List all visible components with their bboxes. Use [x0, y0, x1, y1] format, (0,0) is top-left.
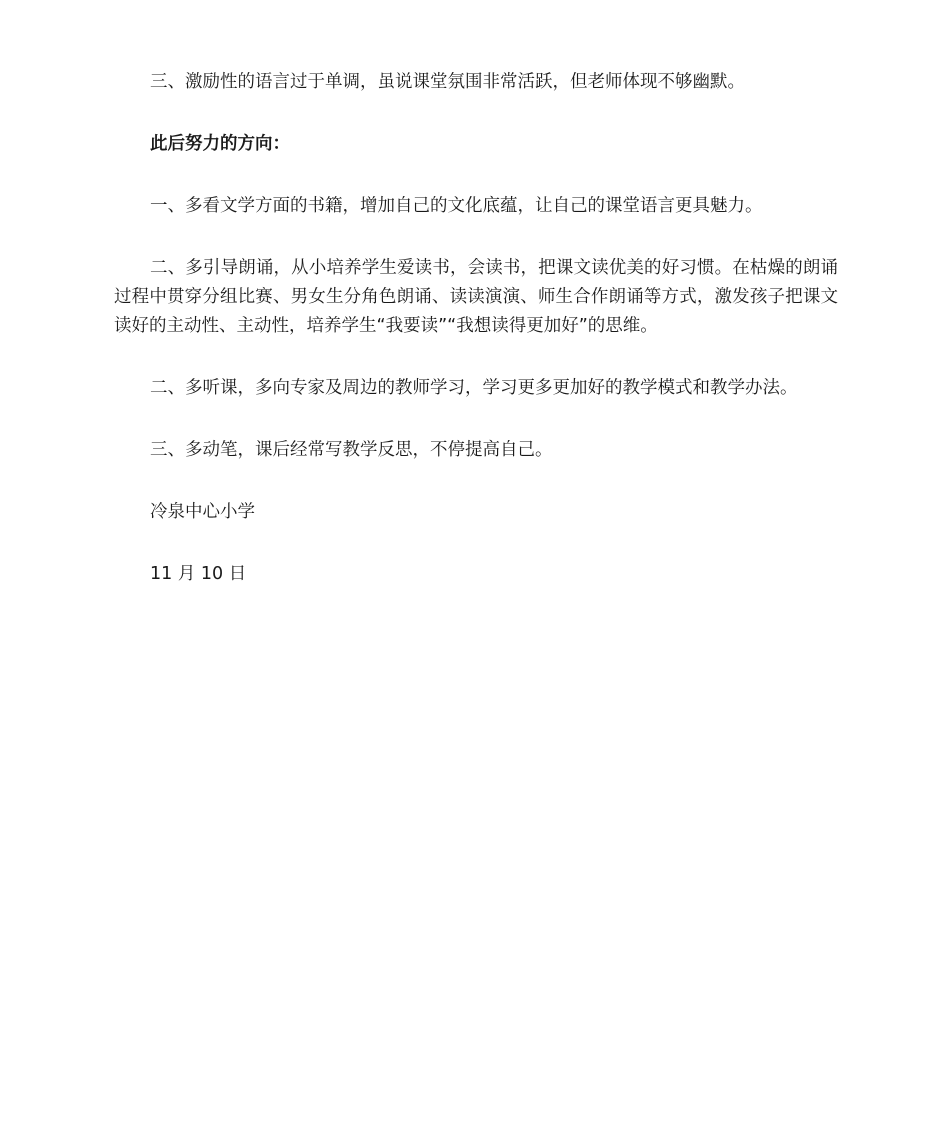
- paragraph-direction-one: 一、多看文学方面的书籍，增加自己的文化底蕴，让自己的课堂语言更具魅力。: [150, 196, 763, 216]
- document-body: [114, 68, 838, 622]
- section-heading-future-direction: 此后努力的方向：: [150, 134, 290, 154]
- paragraph-direction-listen: 二、多听课，多向专家及周边的教师学习，学习更多更加好的教学模式和教学办法。: [150, 378, 798, 398]
- paragraph-direction-two: 二、多引导朗诵，从小培养学生爱读书，会读书，把课文读优美的好习惯。在枯燥的朗诵过程中贯穿分组比赛、男女生分角色朗诵、读读演演、师生合作朗诵等方式，激发孩子把课文读好的主动性、主动性，培养学生“我要读”“我想读得更加好”的思维。: [114, 258, 838, 336]
- signature-school-name: 冷泉中心小学: [150, 502, 255, 522]
- paragraph-direction-three: 三、多动笔，课后经常写教学反思，不停提高自己。: [150, 440, 553, 460]
- paragraph-issue-three: 三、激励性的语言过于单调，虽说课堂氛围非常活跃，但老师体现不够幽默。: [150, 72, 745, 92]
- signature-date: 11 月 10 日: [150, 564, 247, 584]
